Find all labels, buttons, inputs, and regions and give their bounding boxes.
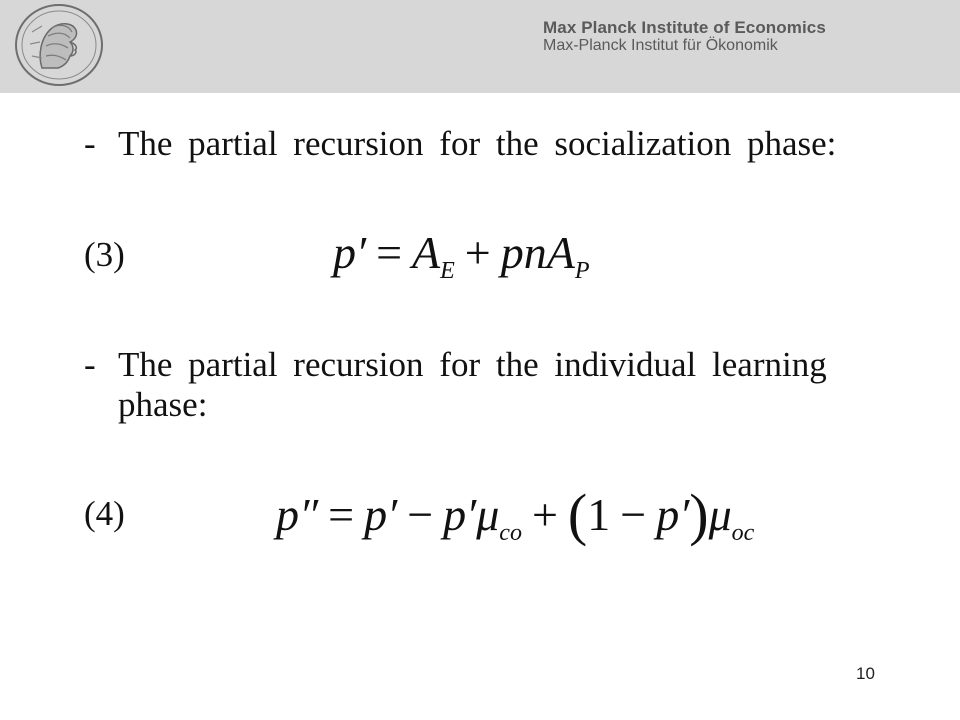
bullet-dash: - [84,124,96,163]
eq-operator: = [376,227,403,278]
eq-paren: ) [689,482,709,547]
eq-term: pn [500,227,547,278]
eq-operator: = [328,489,355,540]
equation-number-3: (3) [84,235,125,274]
equation-3 [333,227,590,284]
eq-operator: + [464,227,491,278]
bullet-text: The partial recursion for the socialization phase: [118,124,837,163]
eq-paren: ( [567,482,588,547]
eq-operator: − [620,489,647,540]
eq-term: A [412,227,441,278]
eq-term: μ [708,489,732,540]
eq-term: p′ [656,489,690,540]
institute-name [543,19,826,54]
bullet-dash: - [84,345,96,384]
bullet-text: The partial recursion for the individual learning [118,345,827,384]
page-number: 10 [856,664,875,683]
eq-subscript: oc [731,520,755,546]
eq-term: p′ [443,489,477,540]
eq-operator: + [531,489,558,540]
eq-term: p′ [364,489,398,540]
eq-term: p″ [276,489,319,540]
eq-term: A [546,227,575,278]
eq-subscript: P [574,258,590,284]
eq-operator: − [407,489,434,540]
header-band [0,0,960,93]
eq-term: p′ [333,227,367,278]
eq-term: 1 [587,489,611,540]
minerva-seal-icon [12,2,106,88]
institute-title: Max Planck Institute of Economics [543,18,826,37]
equation-number-4: (4) [84,494,125,533]
institute-subtitle: Max-Planck Institut für Ökonomik [543,37,778,54]
equation-4 [276,482,755,547]
bullet-text-continued: phase: [118,385,208,424]
eq-term: μ [476,489,500,540]
eq-subscript: E [440,258,455,284]
eq-subscript: co [499,520,522,546]
